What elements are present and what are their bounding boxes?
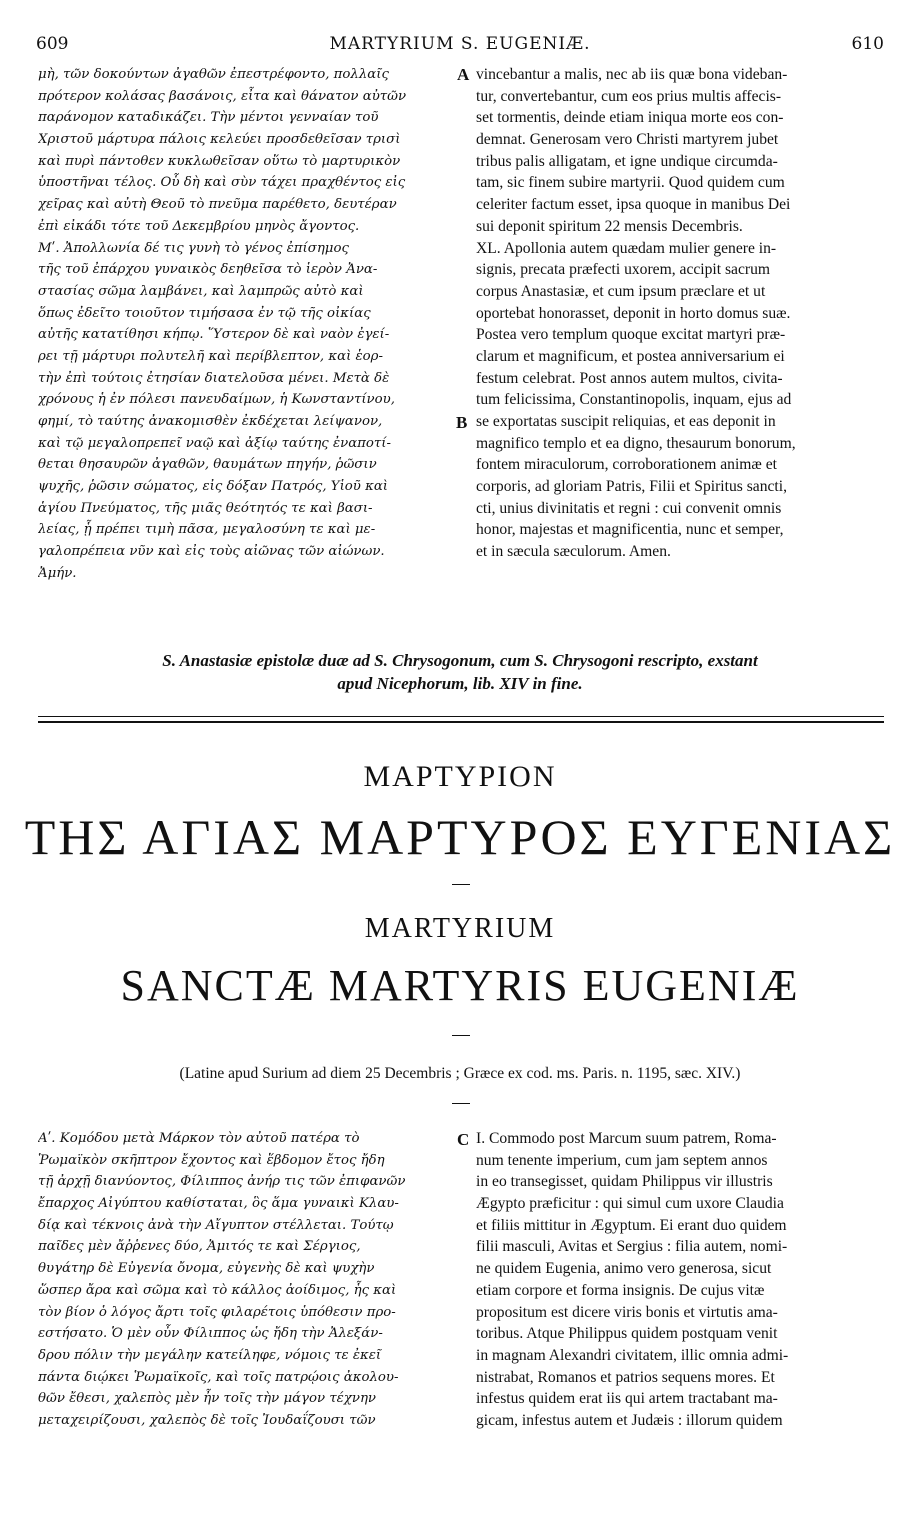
text-line: in eo transegisset, quidam Philippus vir illustris	[476, 1173, 773, 1191]
text-line: εστήσατο. Ὁ μὲν οὖν Φίλιππος ὡς ἤδη τὴν Ἀλεξάν-	[38, 1326, 383, 1342]
text-line: πρότερον κολάσας βασάνοις, εἶτα καὶ θάνατον αὐτῶν	[38, 88, 407, 104]
running-title: MARTYRIUM S. EUGENIÆ.	[329, 34, 591, 54]
text-line: toribus. Atque Philippus quidem postquam venit	[476, 1325, 778, 1343]
text-line: fontem miraculorum, corroborationem animæ et	[476, 456, 777, 474]
text-line: μεταχειρίζουσι, χαλεπὸς δὲ τοῖς Ἰουδαΐζουσι τῶν	[38, 1412, 376, 1428]
greek-title-main: ΤΗΣ ΑΓΙΑΣ ΜΑΡΤΥΡΟΣ ΕΥΓΕΝΙΑΣ	[24, 809, 896, 865]
text-line: μὴ, τῶν δοκούντων ἀγαθῶν ἐπεστρέφοντο, πολλαῖς	[38, 67, 389, 82]
greek-column-2	[38, 1128, 450, 1432]
text-line: ὅπως ἐδεῖτο τοιοῦτον τιμήσασα ἐν τῷ τῆς οἰκίας	[38, 305, 371, 321]
text-line: corporis, ad gloriam Patris, Filii et Spiritus sancti,	[476, 478, 787, 496]
text-line: ἔπαρχος Αἰγύπτου καθίσταται, ὃς ἅμα γυναικὶ Κλαυ-	[38, 1196, 399, 1212]
text-line: cti, unius divinitatis et regni : cui convenit omnis	[476, 499, 782, 517]
text-line: παράνομον καταδικάζει. Τὴν μέντοι γενναίαν τοῦ	[38, 110, 379, 126]
text-line: παῖδες μὲν ἄῤῥενες δύο, Ἀμιτός τε καὶ Σέργιος,	[38, 1239, 361, 1255]
margin-letter-a: A	[457, 65, 470, 84]
text-line: στασίας σῶμα λαμβάνει, καὶ λαμπρῶς αὐτὸ καὶ	[38, 283, 364, 299]
text-line: Μʹ. Ἀπολλωνία δέ τις γυνὴ τὸ γένος ἐπίσημος	[38, 240, 349, 256]
running-head	[36, 34, 884, 58]
text-line: Χριστοῦ μάρτυρα πάλοις κελεύει προσδεθεῖσαν τρισὶ	[38, 132, 401, 148]
text-line: καὶ πυρὶ πάντοθεν κυκλωθεῖσαν οὕτω τὸ μαρτυρικὸν	[38, 153, 401, 169]
title-dash	[452, 1035, 470, 1036]
text-line: ρει τῇ μάρτυρι πολυτελῆ καὶ περίβλεπτον, καὶ ἑορ-	[38, 348, 383, 364]
latin-column-1	[476, 64, 886, 563]
text-line: ὥσπερ ἄρα καὶ σῶμα καὶ τὸ κάλλος ἀοίδιμος, ἧς καὶ	[38, 1282, 397, 1298]
text-line: signis, precata præfecti uxorem, accipit sacrum	[476, 261, 771, 279]
text-line: αὐτῆς κατατίθησι κήπῳ. Ὕστερον δὲ καὶ ναὸν ἐγεί-	[38, 327, 390, 343]
text-line: τῇ ἀρχῇ διανύοντος, Φίλιππος ἀνήρ τις τῶν ἐπιφανῶν	[38, 1174, 406, 1190]
greek-column-1	[38, 64, 450, 585]
text-line: I. Commodo post Marcum suum patrem, Roma-	[476, 1130, 777, 1147]
text-line: vincebantur a malis, nec ab iis quæ bona videban-	[476, 66, 788, 83]
greek-title-small: ΜΑΡΤΥΡΙΟΝ	[363, 760, 557, 793]
text-line: ψυχῆς, ῥῶσιν σώματος, εἰς δόξαν Πατρός, Υἱοῦ καὶ	[38, 479, 389, 495]
text-line: θυγάτηρ δὲ Εὐγενία ὄνομα, εὐγενὴς δὲ καὶ ψυχὴν	[38, 1261, 375, 1277]
latin-column-2	[476, 1128, 886, 1432]
text-line: ne quidem Eugenia, animo vero generosa, sicut	[476, 1260, 772, 1278]
text-line: χρόνους ἡ ἐν πόλεσι πανευδαίμων, ἡ Κωνσταντίνου,	[38, 392, 395, 408]
text-line: Ægypto præficitur : qui simul cum uxore Claudia	[476, 1195, 784, 1213]
text-line: Ἀμήν.	[38, 565, 77, 581]
text-line: φημί, τὸ ταύτης ἀνακομισθὲν ἐκδέχεται λείψανον,	[38, 414, 383, 429]
section-divider	[38, 716, 884, 723]
text-line: festum celebrat. Post annos autem multos, civita-	[476, 369, 783, 387]
text-line: gicam, infestus autem et Judæis : illorum quidem	[476, 1411, 783, 1429]
text-line: δρου πόλιν τὴν μεγάλην κατείληφε, νόμοις τε ἐκεῖ	[38, 1347, 382, 1363]
text-line: ὑποστῆναι τέλος. Οὗ δὴ καὶ σὺν τάχει πραχθέντος εἰς	[38, 175, 406, 191]
text-line: τὸν βίον ὁ λόγος ἄρτι τοῖς φιλαρέτοις ὑπόθεσιν προ-	[38, 1304, 396, 1320]
title-dash	[452, 884, 470, 885]
text-line: Postea vero templum quoque excitat martyri præ-	[476, 326, 786, 344]
text-line: in magnam Alexandri civitatem, illic omnia admi-	[476, 1346, 789, 1364]
page-number-right: 610	[851, 34, 884, 54]
text-line: corpus Anastasiæ, et cum ipsum præclare et ut	[476, 282, 766, 300]
text-line: Αʹ. Κομόδου μετὰ Μάρκον τὸν αὐτοῦ πατέρα τὸ	[38, 1131, 360, 1146]
latin-title-small: MARTYRIUM	[364, 913, 556, 944]
text-line: set tormentis, deinde etiam iniqua morte eos con-	[476, 109, 784, 127]
text-line: et in sæcula sæculorum. Amen.	[476, 543, 671, 561]
text-line: honor, majestas et magnificentia, nunc et semper,	[476, 521, 784, 539]
text-line: Ῥωμαϊκὸν σκῆπτρον ἔχοντος καὶ ἕβδομον ἔτος ἤδη	[38, 1152, 385, 1168]
text-line: oportebat honorasset, deponit in horto domus suæ.	[476, 304, 791, 322]
page-number-left: 609	[36, 34, 69, 54]
text-line: infestus quidem erat iis qui artem tractabant ma-	[476, 1390, 778, 1408]
text-line: num tenente imperium, cum jam septem annos	[476, 1151, 768, 1169]
text-line: γαλοπρέπεια νῦν καὶ εἰς τοὺς αἰῶνας τῶν αἰώνων.	[38, 544, 385, 560]
text-line: et filiis mittitur in Ægyptum. Ei erant duo quidem	[476, 1216, 787, 1234]
text-line: tum felicissima, Constantinopolis, inquam, ejus ad	[476, 391, 792, 409]
text-line: χεῖρας καὶ αὐτὴ Θεοῦ τὸ πνεῦμα παρέθετο, δευτέραν	[38, 197, 397, 213]
text-line: magnifico templo et ea digno, thesaurum bonorum,	[476, 434, 796, 452]
text-line: tur, convertebantur, cum eos prius multis affecis-	[476, 87, 782, 105]
source-note: (Latine apud Surium ad diem 25 Decembris ; Græce ex cod. ms. Paris. n. 1195, sæc. XIV.)	[179, 1065, 741, 1082]
text-line: nistrabat, Romanos et patrios sequens mores. Et	[476, 1368, 775, 1386]
text-line: se exportatas suscipit reliquias, et eas deponit in	[476, 413, 776, 430]
text-line: celeriter factum esset, ipsa quoque in manibus Dei	[476, 196, 791, 214]
text-line: clarum et magnificum, et postea anniversarium ei	[476, 347, 785, 365]
text-line: τῆς τοῦ ἐπάρχου γυναικὸς δεηθεῖσα τὸ ἱερὸν Ἀνα-	[38, 262, 378, 278]
text-line: tam, sic finem subire martyrii. Quod quidem cum	[476, 174, 785, 192]
title-dash	[452, 1103, 470, 1104]
text-line: propositum est dicere viris bonis et virtutis ama-	[476, 1303, 778, 1321]
text-line: ἁγίου Πνεύματος, τῆς μιᾶς θεότητός τε καὶ βασι-	[38, 500, 373, 516]
margin-letter-b: B	[456, 413, 468, 432]
text-line: filii masculi, Avitas et Sergius : filia autem, nomi-	[476, 1238, 788, 1256]
text-line: sui deponit spiritum 22 mensis Decembris.	[476, 217, 743, 235]
margin-letter-c: C	[457, 1130, 470, 1149]
text-line: καὶ τῷ μεγαλοπρεπεῖ ναῷ καὶ ἀξίῳ ταύτης ἐναποτί-	[38, 435, 391, 451]
text-line: ἐπὶ εἰκάδι τότε τοῦ Δεκεμβρίου μηνὸς ἄγοντος.	[38, 218, 360, 234]
text-line: XL. Apollonia autem quædam mulier genere in-	[476, 239, 777, 257]
text-line: demnat. Generosam vero Christi martyrem jubet	[476, 131, 779, 149]
text-line: etiam corpore et forma insignis. De cujus vitæ	[476, 1281, 765, 1299]
text-line: λείας, ᾗ πρέπει τιμὴ πᾶσα, μεγαλοσύνη τε καὶ με-	[38, 522, 376, 538]
text-line: τὴν ἐπὶ τούτοις ἐτησίαν διατελοῦσα μένει. Μετὰ δὲ	[38, 370, 390, 386]
text-line: θῶν ἔθεσι, χαλεπὸς μὲν ἦν τοῖς τὴν μάγον τέχνην	[38, 1391, 377, 1407]
latin-title-main: SANCTÆ MARTYRIS EUGENIÆ	[120, 961, 800, 1010]
text-line: θεται θησαυρῶν ἀγαθῶν, θαυμάτων πηγήν, ῥῶσιν	[38, 457, 377, 473]
editorial-note-line-1: S. Anastasiæ epistolæ duæ ad S. Chrysogonum, cum S. Chrysogoni rescripto, exstant	[162, 651, 758, 670]
text-line: tribus palis alligatam, et igne undique circumda-	[476, 152, 778, 170]
text-line: δίᾳ καὶ τέκνοις ἀνὰ τὴν Αἴγυπτον στέλλεται. Τούτῳ	[38, 1217, 394, 1233]
text-line: πάντα διῴκει Ῥωμαϊκοῖς, καὶ τοῖς πατρῴοις ἀκολου-	[38, 1369, 399, 1385]
editorial-note-line-2: apud Nicephorum, lib. XIV in fine.	[337, 674, 583, 693]
